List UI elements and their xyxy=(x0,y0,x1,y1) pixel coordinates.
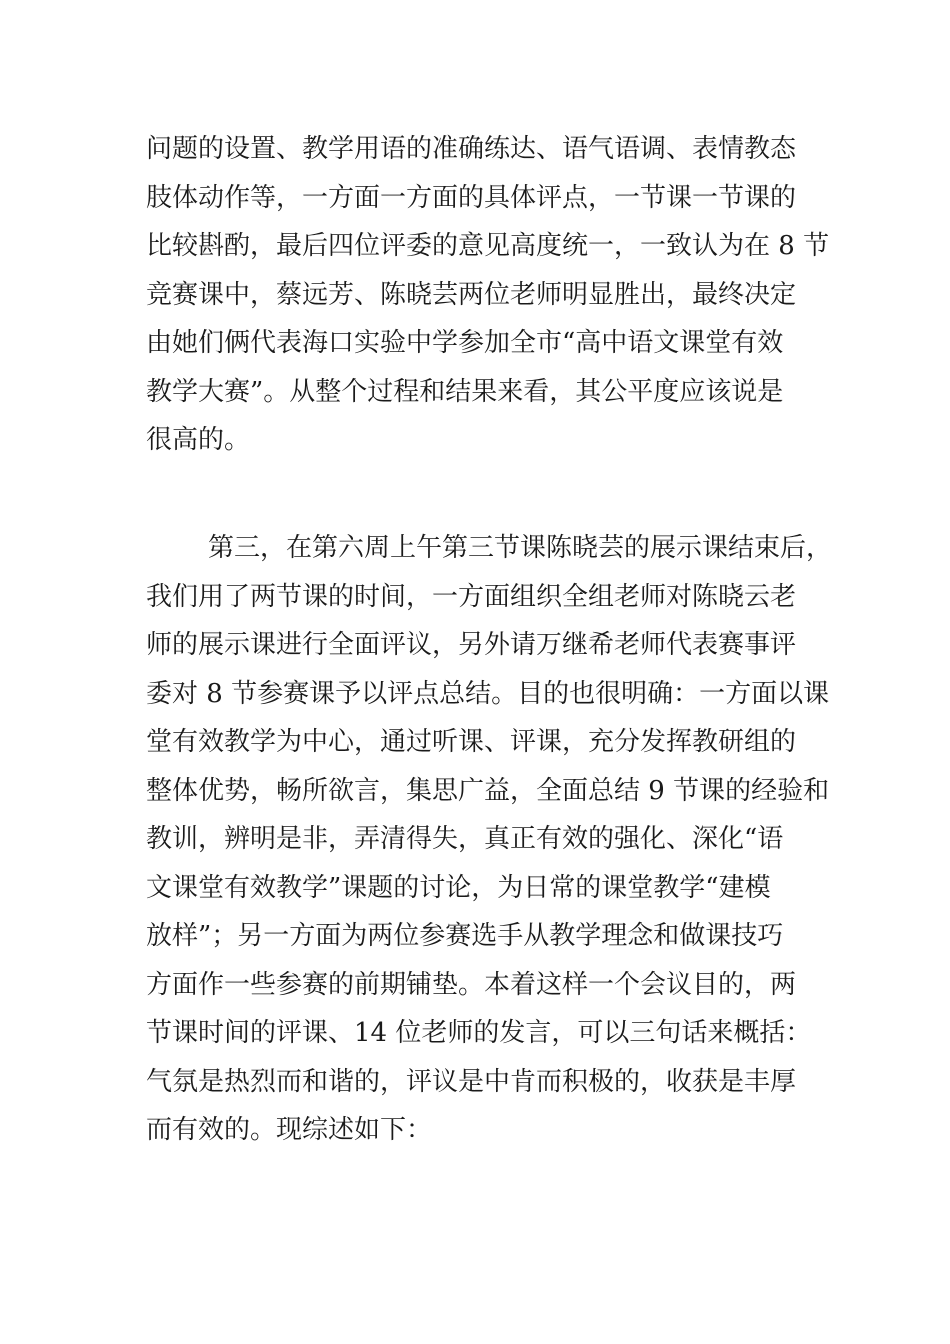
text-line: 由她们俩代表海口实验中学参加全市“高中语文课堂有效 xyxy=(146,328,784,358)
text-line: 堂有效教学为中心，通过听课、评课，充分发挥教研组的 xyxy=(146,727,797,757)
text-line: 而有效的。现综述如下： xyxy=(146,1115,433,1145)
text-line: 问题的设置、教学用语的准确练达、语气语调、表情教态 xyxy=(146,134,797,164)
text-line: 委对 8 节参赛课予以评点总结。目的也很明确：一方面以课 xyxy=(146,678,830,709)
text-line: 文课堂有效教学”课题的讨论，为日常的课堂教学“建模 xyxy=(146,872,771,903)
text-line: 教训，辨明是非，弄清得失，真正有效的强化、深化“语 xyxy=(146,824,784,854)
text-line: 竞赛课中，蔡远芳、陈晓芸两位老师明显胜出，最终决定 xyxy=(146,279,797,310)
paragraph-evaluation-result xyxy=(146,125,830,465)
text-line: 很高的。 xyxy=(146,425,251,455)
paragraph-third-point xyxy=(146,524,833,1155)
text-line: 教学大赛”。从整个过程和结果来看，其公平度应该说是 xyxy=(146,376,784,407)
text-line: 整体优势，畅所欲言，集思广益，全面总结 9 节课的经验和 xyxy=(146,775,830,806)
text-line: 肢体动作等，一方面一方面的具体评点，一节课一节课的 xyxy=(146,182,797,213)
text-line: 师的展示课进行全面评议，另外请万继希老师代表赛事评 xyxy=(146,630,797,660)
text-line: 比较斟酌，最后四位评委的意见高度统一，一致认为在 8 节 xyxy=(146,231,830,261)
text-line: 方面作一些参赛的前期铺垫。本着这样一个会议目的，两 xyxy=(146,969,797,1000)
text-line: 第三，在第六周上午第三节课陈晓芸的展示课结束后， xyxy=(208,533,833,563)
text-line: 节课时间的评课、14 位老师的发言，可以三句话来概括： xyxy=(146,1018,812,1048)
text-line: 气氛是热烈而和谐的，评议是中肯而积极的，收获是丰厚 xyxy=(146,1066,797,1097)
text-line: 放样”；另一方面为两位参赛选手从教学理念和做课技巧 xyxy=(146,921,784,951)
text-line: 我们用了两节课的时间，一方面组织全组老师对陈晓云老 xyxy=(146,581,797,612)
